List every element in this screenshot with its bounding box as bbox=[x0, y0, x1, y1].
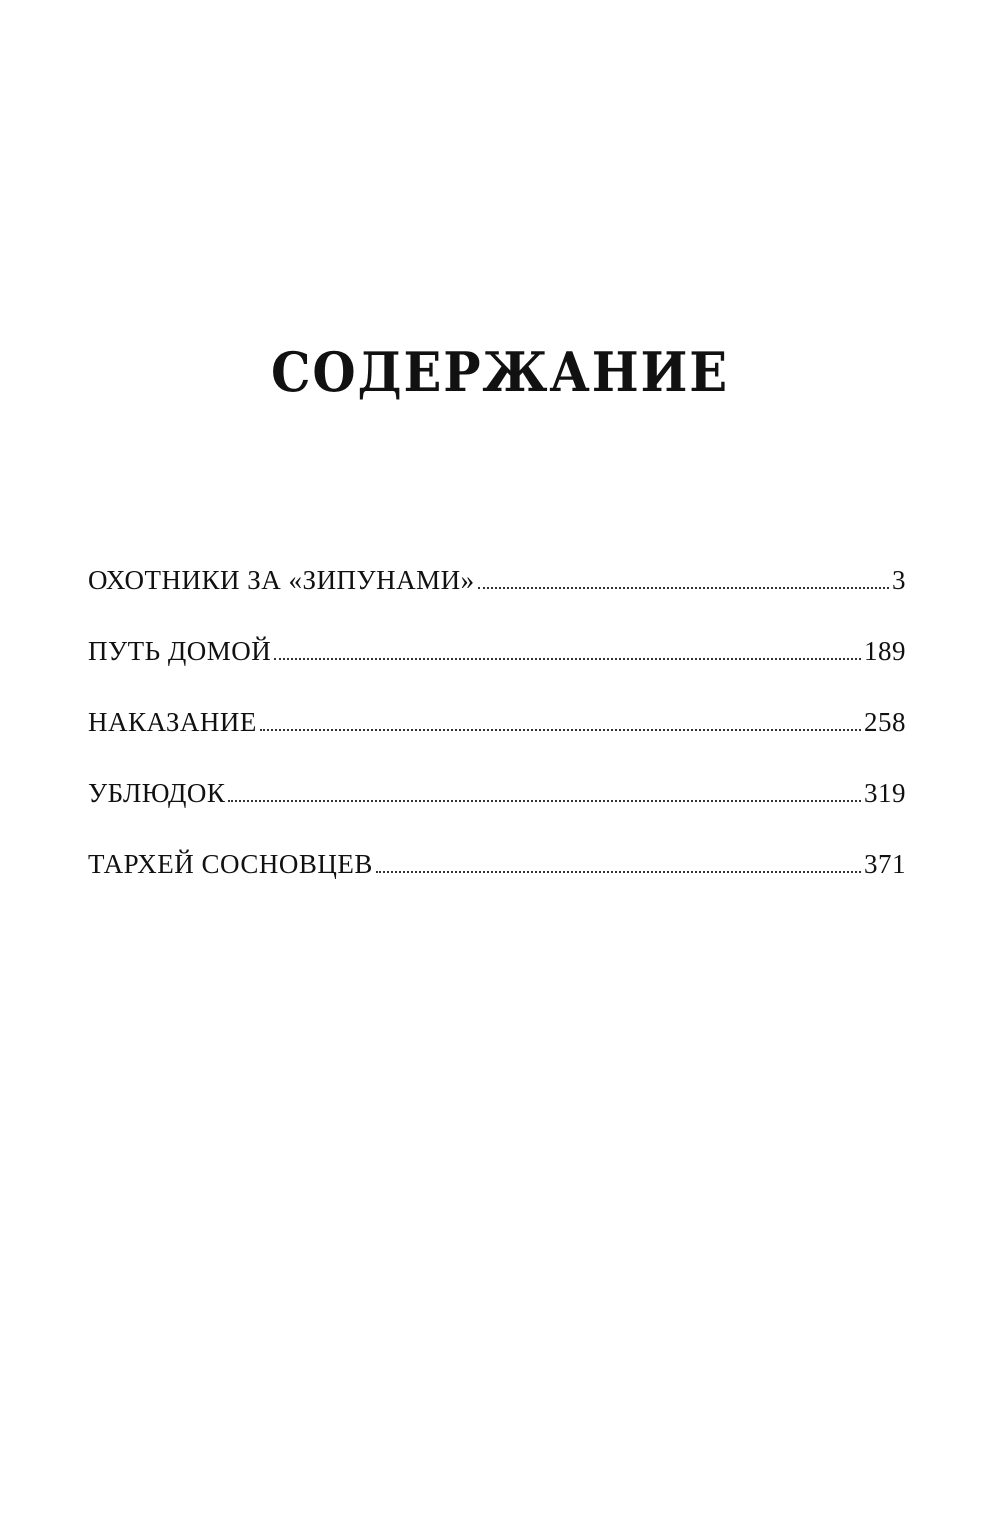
toc-entry-title: ТАРХЕЙ СОСНОВЦЕВ bbox=[88, 849, 373, 879]
toc-entry-title: НАКАЗАНИЕ bbox=[88, 707, 257, 737]
dot-leader bbox=[228, 799, 861, 802]
toc-entry-title: УБЛЮДОК bbox=[88, 778, 226, 808]
dot-leader bbox=[274, 657, 861, 660]
toc-entry-page-number: 189 bbox=[864, 636, 906, 666]
toc-entry bbox=[88, 738, 906, 809]
toc-entry-page-number: 3 bbox=[892, 565, 906, 595]
toc-entry bbox=[88, 809, 906, 880]
dot-leader bbox=[376, 870, 861, 873]
dot-leader bbox=[260, 728, 861, 731]
toc-entry-title: ПУТЬ ДОМОЙ bbox=[88, 636, 272, 666]
toc-entry-page-number: 319 bbox=[864, 778, 906, 808]
toc-entry-page-number: 258 bbox=[864, 707, 906, 737]
dot-leader bbox=[478, 586, 889, 589]
toc-entry-page-number: 371 bbox=[864, 849, 906, 879]
toc-entry bbox=[88, 525, 906, 596]
toc-entry-title: ОХОТНИКИ ЗА «ЗИПУНАМИ» bbox=[88, 565, 475, 595]
table-of-contents bbox=[88, 525, 906, 880]
toc-entry bbox=[88, 667, 906, 738]
page-title: СОДЕРЖАНИЕ bbox=[270, 340, 729, 404]
toc-entry bbox=[88, 596, 906, 667]
